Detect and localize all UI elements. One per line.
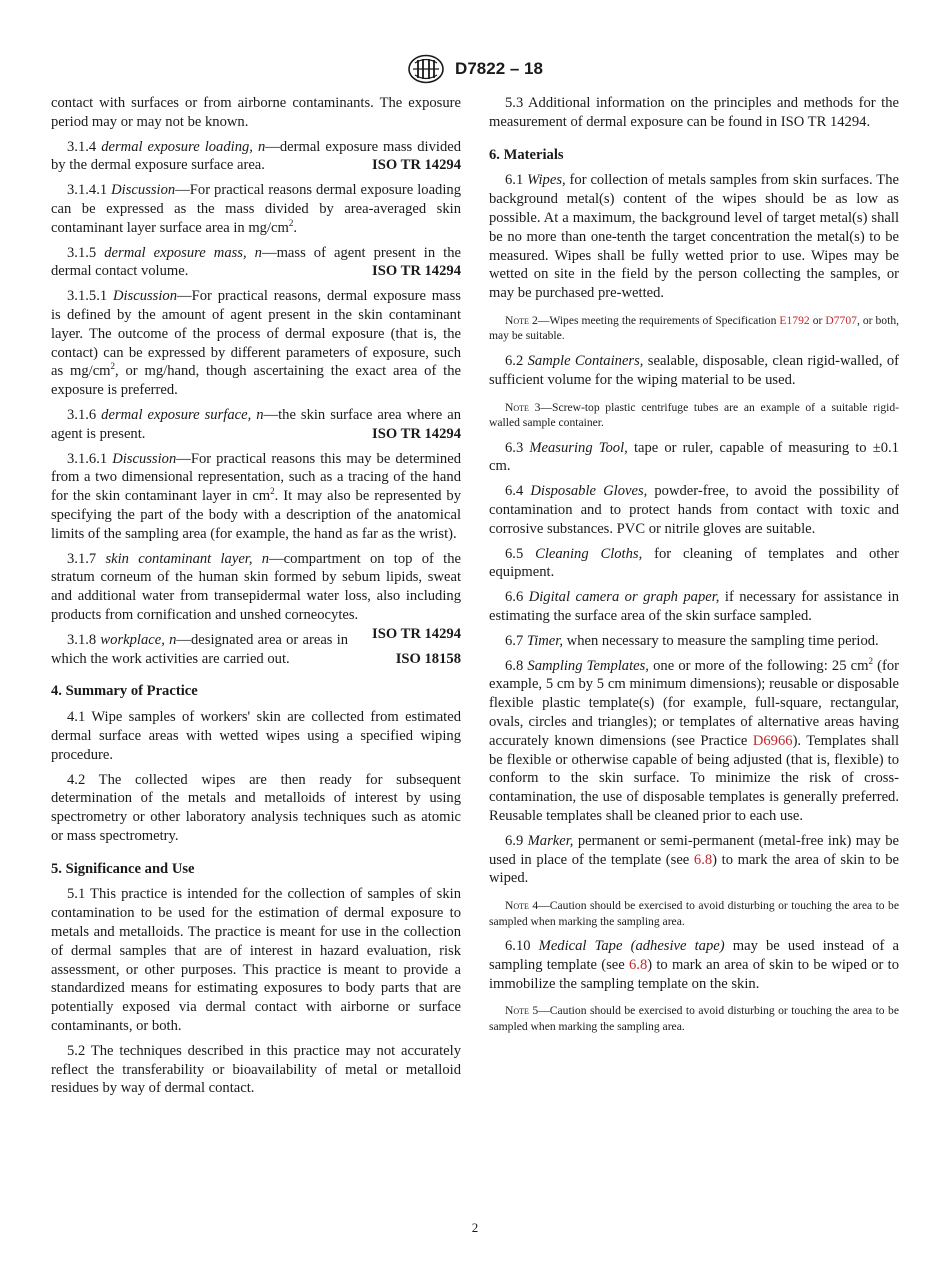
astm-logo-icon (407, 54, 445, 84)
left-column (51, 94, 461, 1104)
section-6-3: 6.3 Measuring Tool, tape or ruler, capable of measuring to ±0.1 cm. (489, 439, 899, 475)
right-column (489, 94, 899, 1042)
reference-code: ISO TR 14294 (372, 425, 461, 442)
section-6-1: 6.1 Wipes, for collection of metals samples from skin surfaces. The background metal(s) content of the wipes should be as low as possible. At a maximum, the background level of target metal(s) shall be no more than one-tenth the target concentration the metal(s) to be measured. Wipes shall be fully wetted prior to use. Wipes may be wetted on site in the field by the person collecting the samples, or may be purchased pre-wetted. (489, 172, 899, 302)
heading-materials: 6. Materials (489, 146, 564, 163)
section-3-1-8: 3.1.8 workplace, n—designated area or areas in which the work activities are carried out. ISO 18158 (51, 631, 461, 667)
section-4-1: 4.1 Wipe samples of workers' skin are collected from estimated dermal surface areas with wetted wipes using a specified wiping procedure. (51, 709, 461, 763)
section-6-7: 6.7 Timer, when necessary to measure the sampling time period. (505, 632, 879, 649)
section-3-1-6: 3.1.6 dermal exposure surface, n—the skin surface area where an agent is present. ISO TR 14294 (51, 406, 461, 442)
section-5-1: 5.1 This practice is intended for the collection of samples of skin contamination to be used for the estimation of dermal exposure to metals and metalloids. The practice is meant for use in the collection of dermal samples that are of interest in hazard evaluation, risk assessment, or other purposes. This practice is meant to provide a standardized means for estimating exposures to body parts that are potentially exposed via dermal contact with airborne or surface contaminants, or both. (51, 886, 461, 1035)
section-6-6: 6.6 Digital camera or graph paper, if necessary for assistance in estimating the surface area of the skin surface sampled. (489, 589, 899, 624)
section-6-9: 6.9 Marker, permanent or semi-permanent (metal-free ink) may be used in place of the template (see 6.8) to mark the area of skin to be wiped. (489, 832, 899, 887)
section-6-5: 6.5 Cleaning Cloths, for cleaning of templates and other equipment. (489, 545, 899, 581)
reference-code: ISO TR 14294 (372, 263, 461, 280)
link-d7707[interactable]: D7707 (825, 313, 857, 327)
section-6-10: 6.10 Medical Tape (adhesive tape) may be used instead of a sampling template (see 6.8) to mark an area of skin to be wiped or to immobilize the sampling template on the skin. (489, 938, 899, 992)
page-header (0, 54, 950, 84)
section-4-2: 4.2 The collected wipes are then ready for subsequent determination of the metals and metalloids of interest by using spectrometry or other laboratory analysis techniques such as atomic or mass spectrometry. (51, 771, 461, 844)
note-5: Note 5—Caution should be exercised to avoid disturbing or touching the area to be sampled when marking the sampling area. (489, 1004, 899, 1033)
document-id: D7822 – 18 (455, 59, 543, 78)
section-3-1-4: 3.1.4 dermal exposure loading, n—dermal exposure mass divided by the dermal exposure surface area. ISO TR 14294 (51, 138, 462, 174)
section-3-1-5-1: 3.1.5.1 Discussion—For practical reasons, dermal exposure mass is defined by the amount of agent present in the skin contaminant layer. The outcome of the process of dermal exposure (that is, the contact) can be expressed by different parameters of exposure, such as $mg/cm^2$, or mg/hand, though ascertaining the exact area of the exposure is preferred. (51, 288, 461, 399)
section-5-2: 5.2 The techniques described in this practice may not accurately reflect the transferability or bioavailability of metal or metalloid residues by way of dermal contact. (51, 1042, 461, 1097)
note-3: Note 3—Screw-top plastic centrifuge tubes are an example of a suitable rigid-walled sample container. (489, 400, 899, 430)
paragraph-continuation: contact with surfaces or from airborne contaminants. The exposure period may or may not be known. (51, 95, 461, 130)
section-6-2: 6.2 Sample Containers, sealable, disposable, clean rigid-walled, of sufficient volume for the wiping material to be used. (489, 352, 899, 388)
page-number: 2 (471, 1220, 479, 1235)
reference-code: ISO TR 14294 (372, 157, 461, 174)
heading-significance-and-use: 5. Significance and Use (51, 860, 195, 877)
reference-code: ISO 18158 (395, 650, 461, 667)
section-6-8: 6.8 Sampling Templates, one or more of the following: 25 $cm^2$ (for example, 5 cm by 5 cm minimum dimensions); reusable or disposable flexible plastic template(s) (for example, full-square, rectangular, ovals, circles and triangles); or templates of alternative areas having accurately known dimensions (see Practice D6966). Templates shall be flexible or otherwise capable of being adjusted (that is, flexible) to conform to the skin surface. To minimize the risk of cross-contamination, the use of disposable templates is generally preferred. Reusable templates shall be cleaned prior to each use. (489, 655, 899, 824)
section-5-3: 5.3 Additional information on the principles and methods for the measurement of dermal exposure can be found in ISO TR 14294. (489, 95, 899, 130)
note-4: Note 4—Caution should be exercised to avoid disturbing or touching the area to be sampled when marking the sampling area. (489, 899, 899, 928)
heading-summary-of-practice: 4. Summary of Practice (51, 683, 198, 700)
link-d6966[interactable]: D6966 (752, 732, 793, 749)
section-3-1-5: 3.1.5 dermal exposure mass, n—mass of agent present in the dermal contact volume. ISO TR 14294 (51, 244, 462, 280)
section-3-1-4-1: 3.1.4.1 Discussion—For practical reasons dermal exposure loading can be expressed as the mass divided by area-averaged skin contaminant layer surface area in $mg/cm^2$. (51, 182, 461, 236)
section-3-1-6-1: 3.1.6.1 Discussion—For practical reasons this may be determined from a two dimensional representation, such as a tracing of the hand for the skin contaminant layer in $cm^2$. It may also be represented by specifying the part of the body with a description of the anatomical limits of the sampling area (for example, the hand as far as the wrist). (51, 450, 461, 542)
section-6-4: 6.4 Disposable Gloves, powder-free, to avoid the possibility of contamination and to protect hands from contact with toxic and corrosive substances. PVC or nitrile gloves are suitable. (489, 483, 900, 537)
note-2: Note 2—Wipes meeting the requirements of Specification E1792 or D7707, or both, may be suitable. (489, 313, 900, 343)
reference-code: ISO TR 14294 (372, 625, 461, 642)
link-e1792[interactable]: E1792 (779, 313, 810, 327)
section-3-1-7: 3.1.7 skin contaminant layer, n—compartment on top of the stratum corneum of the human skin formed by sebum lipids, sweat and additional water from transepidermal water loss, also including products from cornification and unshed corneocytes. ISO TR 14294 (51, 550, 461, 642)
link-section-6-8[interactable]: 6.8 (629, 956, 648, 973)
link-section-6-8[interactable]: 6.8 (693, 851, 713, 868)
